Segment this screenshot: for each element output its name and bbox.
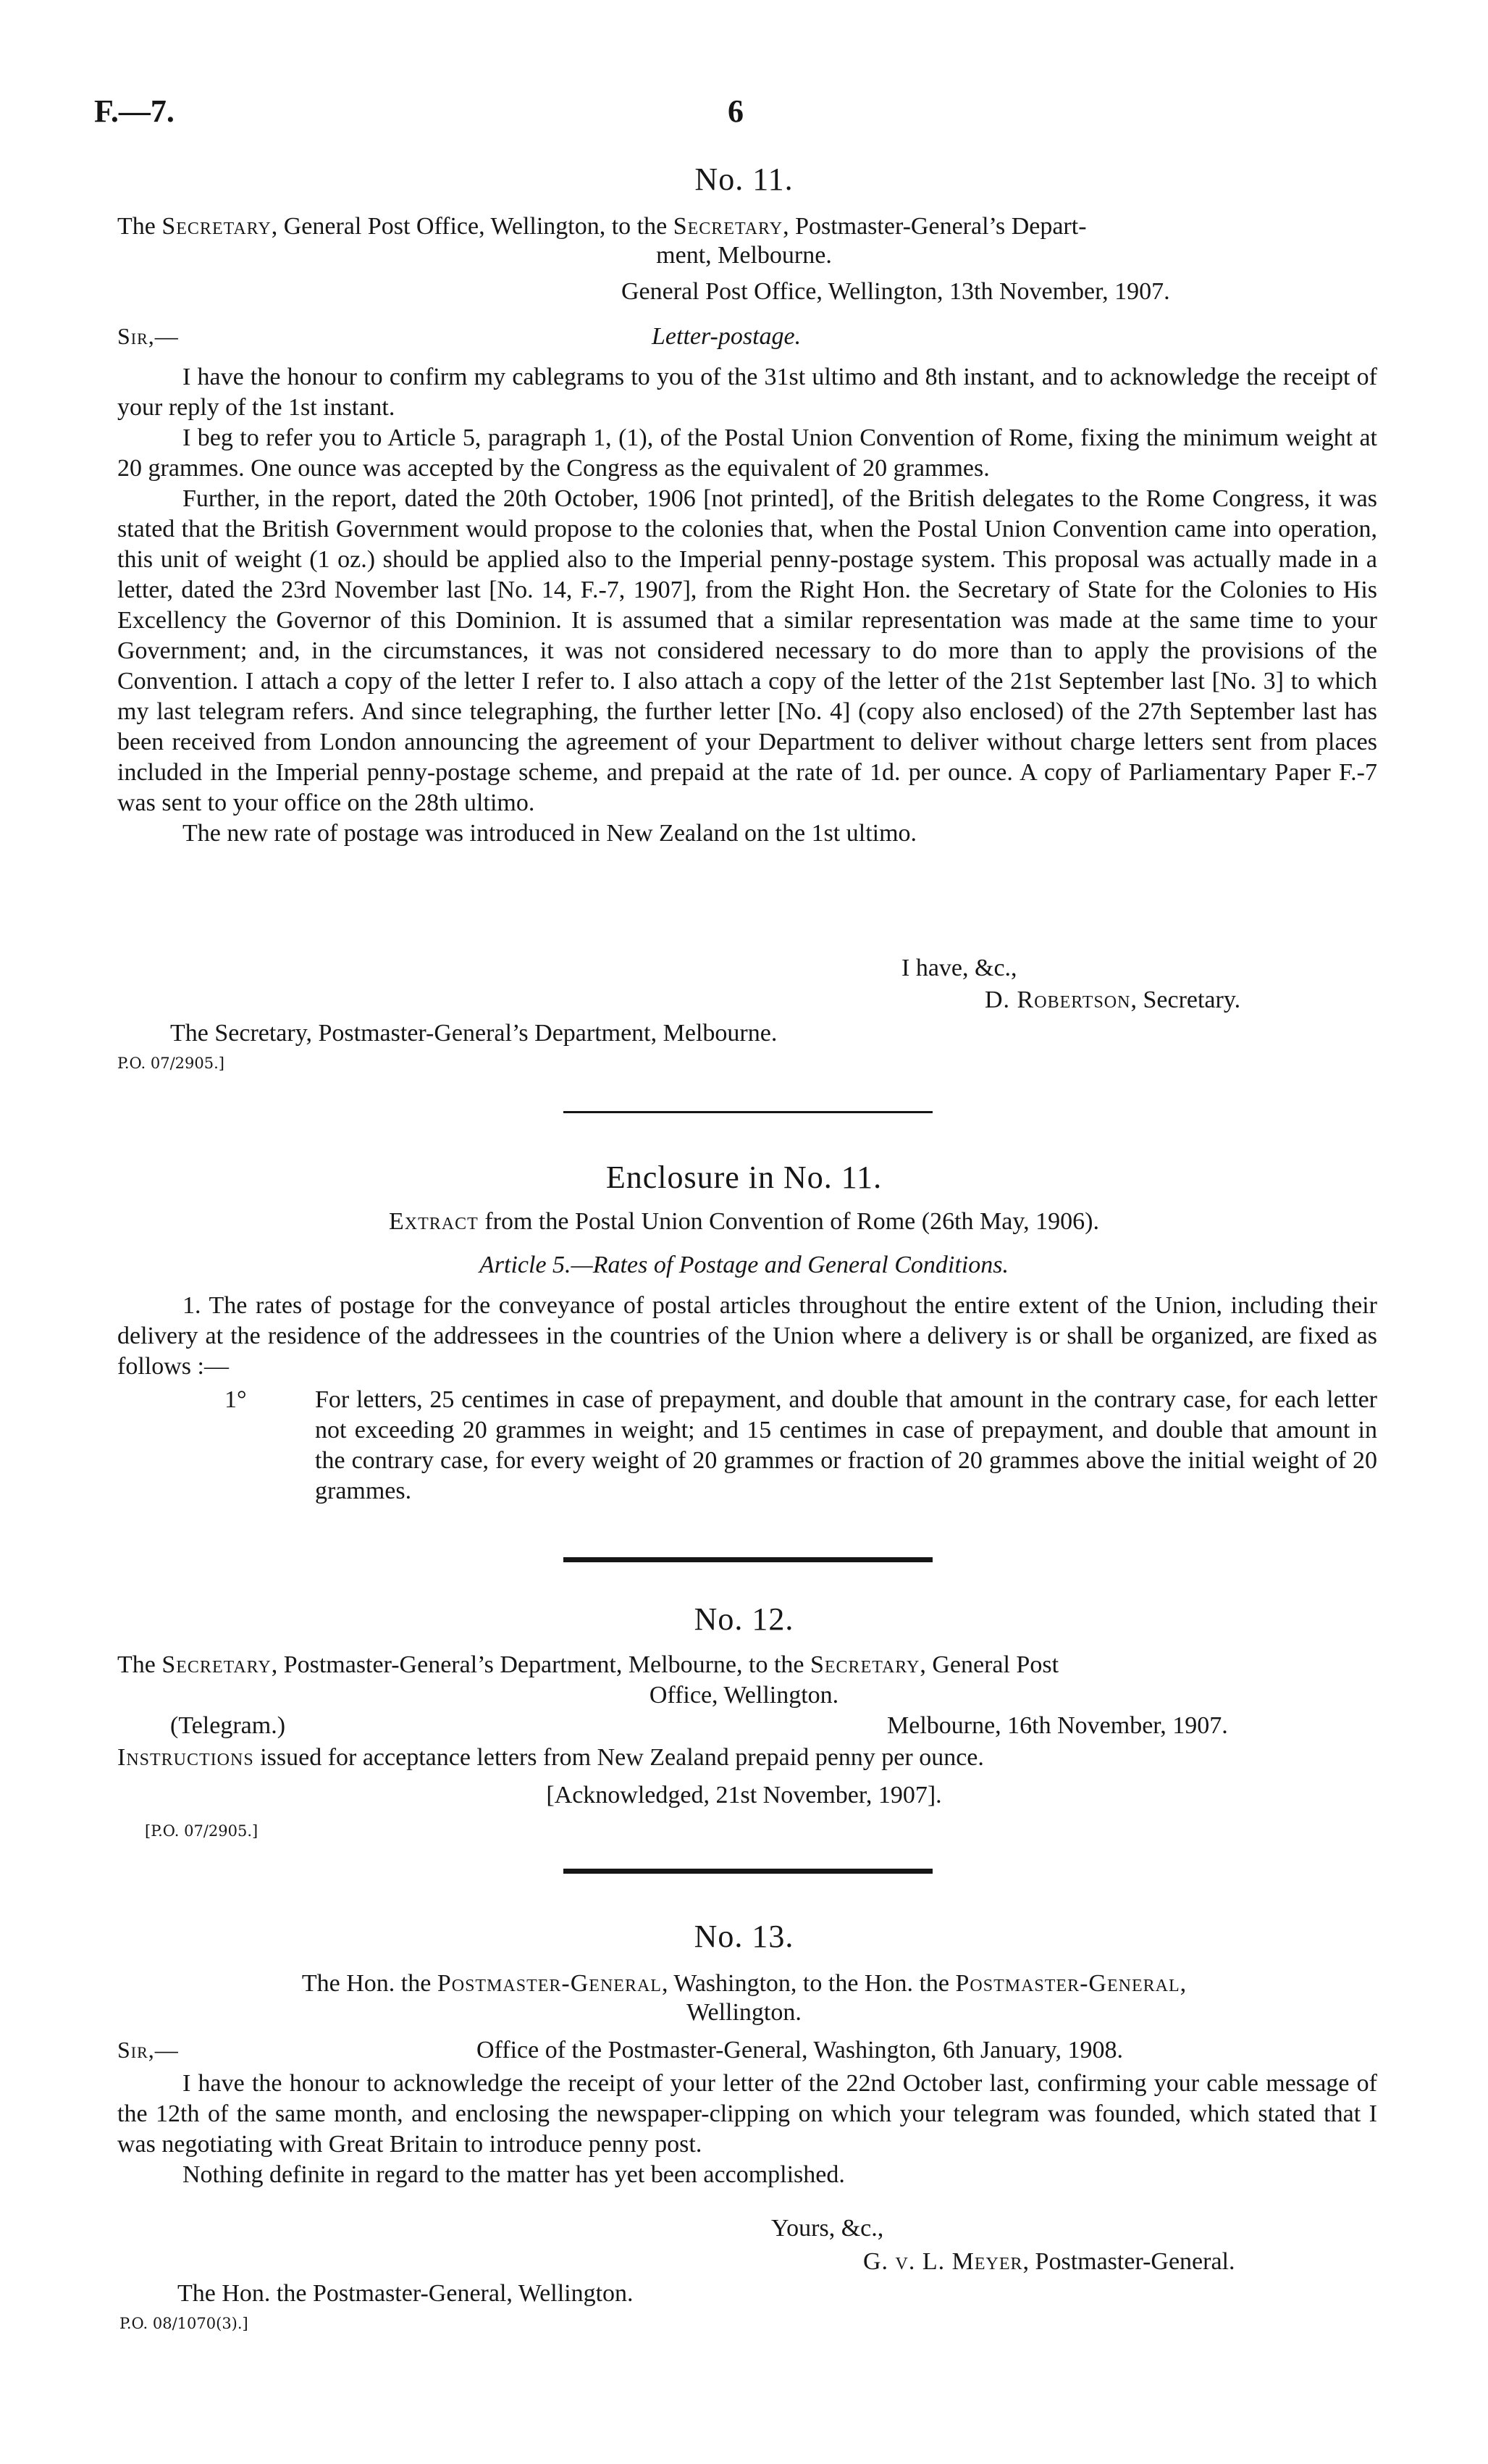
enclosure-item-text: For letters, 25 centimes in case of prepayment, and double that amount in the contrary case, for each letter not exceeding 20 grammes in weight; and 15 centimes in case of prepayment, and double that amount in the contrary case, for every weight of 20 grammes or fraction of 20 grammes above the initial weight of 20 grammes.	[315, 1386, 1377, 1504]
section-divider-thick	[563, 1557, 933, 1562]
letter-12-instructions	[117, 1743, 984, 1773]
enclosure-extract-text: from the Postal Union Convention of Rome (26th May, 1906).	[478, 1208, 1099, 1235]
enclosure-extract-line	[0, 1207, 1488, 1237]
letter-12-telegram-label: (Telegram.)	[170, 1712, 286, 1739]
section-divider-thick	[563, 1869, 933, 1874]
enclosure-item-marker: 1°	[224, 1386, 247, 1413]
letter-11-signature-name: D. Robertson	[985, 986, 1131, 1013]
enclosure-article-heading: Article 5.—Rates of Postage and General Conditions.	[479, 1252, 1009, 1278]
letter-13-addressing-text: The Hon. the Postmaster-General, Washington, to the Hon. the Postmaster-General,	[301, 1970, 1187, 1997]
enclosure-extract-label: Extract	[389, 1208, 479, 1235]
letter-13-body	[117, 2069, 1377, 2190]
running-header-left: F.—7.	[94, 93, 175, 129]
letter-13-signature-title: , Postmaster-General.	[1022, 2248, 1235, 2275]
letter-11-file-ref: P.O. 07/2905.]	[117, 1055, 224, 1072]
enclosure-paragraph: 1. The rates of postage for the conveyance of postal articles throughout the entire extent of the Union, including their delivery at the residence of the addressees in the countries of the Union where a delivery is or shall be organized, are fixed as follows :—	[117, 1292, 1377, 1380]
letter-13-paragraph: Nothing definite in regard to the matter has yet been accomplished.	[182, 2161, 845, 2188]
letter-11-salutation: Sir,—	[117, 323, 179, 349]
letter-13-signature-name: G. v. L. Meyer	[863, 2248, 1023, 2275]
letter-11-addressing	[117, 211, 1377, 242]
letter-13-signature	[863, 2248, 1235, 2276]
letter-13-heading: No. 13.	[694, 1919, 794, 1954]
letter-13-place-date: Office of the Postmaster-General, Washington, 6th January, 1908.	[476, 2037, 1123, 2063]
letter-11-subject: Letter-postage.	[652, 323, 802, 350]
letter-11-heading: No. 11.	[694, 162, 794, 197]
letter-11-signature-title: , Secretary.	[1130, 986, 1241, 1013]
letter-11-addressing-line2: ment, Melbourne.	[656, 242, 832, 269]
letter-12-addressing-text: The Secretary, Postmaster-General’s Department, Melbourne, to the Secretary, General Post	[117, 1651, 1059, 1678]
page-number: 6	[728, 93, 744, 129]
letter-11-addressing-text: The Secretary, General Post Office, Wellington, to the Secretary, Postmaster-General’s Depart-	[117, 213, 1087, 240]
section-divider	[563, 1111, 933, 1113]
letter-13-closing: Yours, &c.,	[771, 2215, 884, 2242]
enclosure-body	[117, 1291, 1377, 1382]
letter-13-file-ref: P.O. 08/1070(3).]	[119, 2315, 248, 2332]
letter-12-addressing	[117, 1650, 1377, 1680]
letter-12-heading: No. 12.	[694, 1601, 794, 1637]
letter-11-paragraph: I have the honour to confirm my cablegrams to you of the 31st ultimo and 8th instant, and to acknowledge the receipt of your reply of the 1st instant.	[117, 364, 1377, 421]
letter-11-body	[117, 362, 1377, 849]
letter-13-addressing-line2: Wellington.	[686, 1999, 802, 2026]
letter-13-addressee: The Hon. the Postmaster-General, Wellington.	[177, 2280, 634, 2307]
letter-13-addressing	[0, 1969, 1488, 1999]
enclosure-heading: Enclosure in No. 11.	[605, 1160, 883, 1195]
letter-12-acknowledged: [Acknowledged, 21st November, 1907].	[546, 1782, 942, 1809]
letter-11-paragraph: I beg to refer you to Article 5, paragraph 1, (1), of the Postal Union Convention of Rome, fixing the minimum weight at 20 grammes. One ounce was accepted by the Congress as the equivalent of 20 grammes.	[117, 424, 1377, 482]
letter-11-signature	[985, 986, 1240, 1014]
letter-12-instructions-text: issued for acceptance letters from New Zealand prepaid penny per ounce.	[253, 1744, 984, 1771]
letter-11-paragraph: Further, in the report, dated the 20th October, 1906 [not printed], of the British delegates to the Rome Congress, it was stated that the British Government would propose to the colonies that, when the Postal Union Convention came into operation, this unit of weight (1 oz.) should be applied also to the Imperial penny-postage system. This proposal was actually made in a letter, dated the 23rd November last [No. 14, F.-7, 1907], from the Right Hon. the Secretary of State for the Colonies to His Excellency the Governor of this Dominion. It is assumed that a similar representation was made at the same time to your Government; and, in the circumstances, it was not considered necessary to do more than to apply the provisions of the Convention. I attach a copy of the letter I refer to. I also attach a copy of the letter of the 21st September last [No. 3] to which my last telegram refers. And since telegraphing, the further letter [No. 4] (copy also enclosed) of the 27th September last has been received from London announcing the agreement of your Department to deliver without charge letters sent from places included in the Imperial penny-postage scheme, and prepaid at the rate of 1d. per ounce. A copy of Parliamentary Paper F.-7 was sent to your office on the 28th ultimo.	[117, 485, 1377, 816]
letter-13-paragraph: I have the honour to acknowledge the receipt of your letter of the 22nd October last, confirming your cable message of the 12th of the same month, and enclosing the newspaper-clipping on which your telegram was founded, which stated that I was negotiating with Great Britain to introduce penny post.	[117, 2070, 1377, 2158]
letter-11-closing: I have, &c.,	[901, 955, 1017, 981]
letter-12-instructions-label: Instructions	[117, 1744, 254, 1771]
letter-11-place-date: General Post Office, Wellington, 13th November, 1907.	[621, 278, 1170, 305]
letter-12-file-ref: [P.O. 07/2905.]	[145, 1822, 258, 1840]
letter-11-addressee: The Secretary, Postmaster-General’s Department, Melbourne.	[170, 1020, 778, 1047]
letter-12-place-date: Melbourne, 16th November, 1907.	[887, 1712, 1228, 1739]
letter-13-salutation: Sir,—	[117, 2037, 179, 2063]
letter-12-addressing-line2: Office, Wellington.	[649, 1682, 839, 1709]
letter-11-paragraph: The new rate of postage was introduced in New Zealand on the 1st ultimo.	[182, 820, 917, 847]
